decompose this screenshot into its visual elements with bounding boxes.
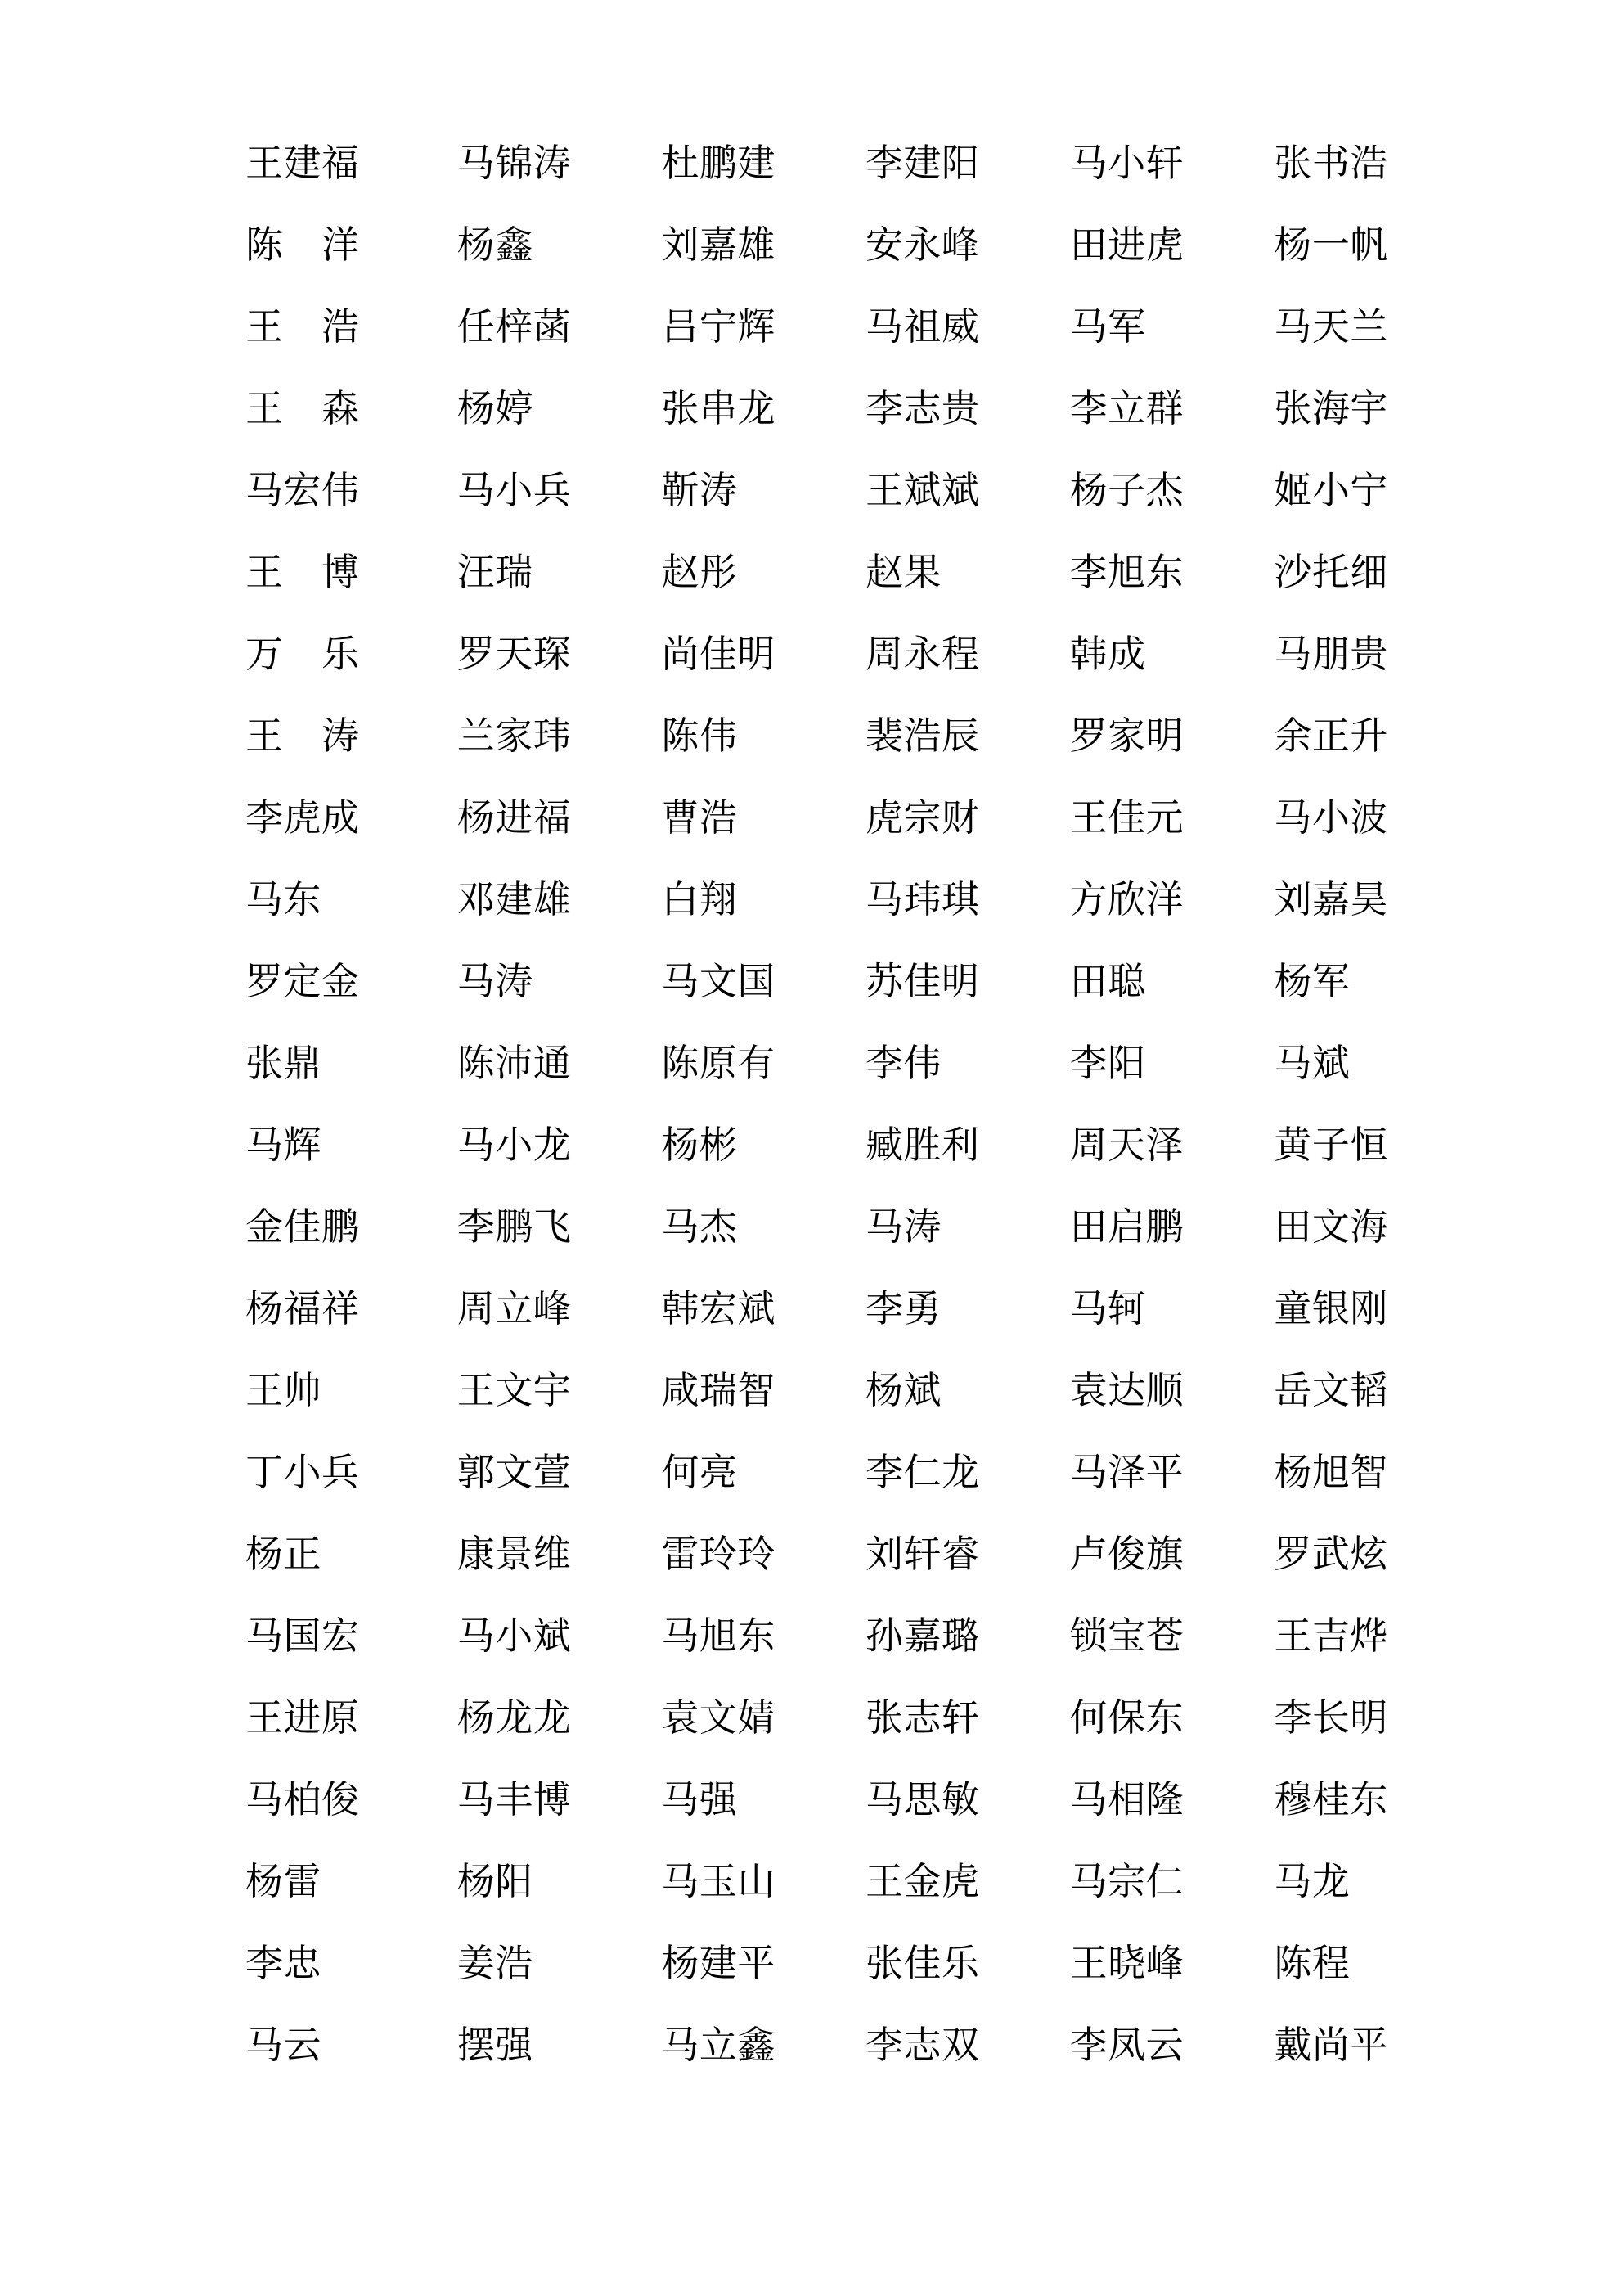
name-cell: 李凤云 [1069,2024,1185,2066]
name-cell: 韩成 [1069,633,1146,675]
name-cell: 王金虎 [865,1861,980,1902]
name-cell: 金佳鹏 [245,1206,360,1248]
name-cell: 张佳乐 [865,1943,980,1984]
name-cell: 杨正 [245,1533,321,1575]
name-cell: 王建福 [245,142,360,184]
table-row [245,368,1476,450]
name-cell: 姬小宁 [1274,470,1388,511]
name-cell: 王 涛 [245,715,360,757]
name-cell: 陈程 [1274,1943,1351,1984]
name-cell: 李虎成 [245,797,360,839]
name-cell: 王文宇 [456,1370,572,1411]
name-cell: 李志贵 [865,388,980,430]
name-cell: 吕宁辉 [661,306,776,348]
name-cell: 马辉 [245,1124,321,1166]
name-cell: 马强 [661,1779,738,1821]
name-cell: 张鼎 [245,1042,321,1084]
name-cell: 李鹏飞 [456,1206,572,1248]
name-cell: 马轲 [1069,1288,1146,1330]
name-cell: 杨福祥 [245,1288,360,1330]
name-cell: 白翔 [661,879,738,921]
name-cell: 童银刚 [1274,1288,1388,1330]
table-row [245,1923,1476,2005]
name-cell: 沙托细 [1274,551,1388,593]
name-cell: 罗家明 [1069,715,1185,757]
name-cell: 任梓菡 [456,306,572,348]
name-cell: 陈 洋 [245,224,360,266]
name-cell: 马宗仁 [1069,1861,1185,1902]
name-cell: 何保东 [1069,1697,1185,1739]
name-cell: 尚佳明 [661,633,776,675]
name-cell: 马玮琪 [865,879,980,921]
name-cell: 康景维 [456,1533,572,1575]
table-row [245,532,1476,614]
name-cell: 郭文萱 [456,1452,572,1493]
table-row [245,1432,1476,1514]
table-row [245,614,1476,696]
name-cell: 田文海 [1274,1206,1388,1248]
name-cell: 刘嘉雄 [661,224,776,266]
name-cell: 李忠 [245,1943,321,1984]
name-cell: 马小轩 [1069,142,1185,184]
name-cell: 卢俊旗 [1069,1533,1185,1575]
name-cell: 方欣洋 [1069,879,1185,921]
table-row [245,1186,1476,1268]
name-cell: 刘轩睿 [865,1533,980,1575]
name-cell: 杜鹏建 [661,142,776,184]
name-cell: 马斌 [1274,1042,1351,1084]
name-cell: 杨阳 [456,1861,533,1902]
table-row [245,1841,1476,1923]
name-cell: 马祖威 [865,306,980,348]
name-cell: 岳文韬 [1274,1370,1388,1411]
name-cell: 杨建平 [661,1943,776,1984]
name-cell: 锁宝苍 [1069,1615,1185,1657]
name-cell: 张海宇 [1274,388,1388,430]
name-cell: 王进原 [245,1697,360,1739]
name-cell: 摆强 [456,2024,533,2066]
name-cell: 李伟 [865,1042,942,1084]
name-cell: 李长明 [1274,1697,1388,1739]
name-cell: 王晓峰 [1069,1943,1185,1984]
name-cell: 王 博 [245,551,360,593]
table-row [245,696,1476,777]
name-cell: 马军 [1069,306,1146,348]
name-cell: 臧胜利 [865,1124,980,1166]
name-cell: 马朋贵 [1274,633,1388,675]
name-cell: 罗定金 [245,961,360,1002]
name-cell: 曹浩 [661,797,738,839]
name-cell: 杨鑫 [456,224,533,266]
name-cell: 穆桂东 [1274,1779,1388,1821]
name-cell: 刘嘉昊 [1274,879,1388,921]
name-cell: 何亮 [661,1452,738,1493]
table-row [245,1677,1476,1759]
name-cell: 马宏伟 [245,470,360,511]
name-cell: 杨彬 [661,1124,738,1166]
name-cell: 李阳 [1069,1042,1146,1084]
table-row [245,777,1476,859]
name-cell: 雷玲玲 [661,1533,776,1575]
table-row [245,286,1476,368]
name-cell: 周天泽 [1069,1124,1185,1166]
name-roster-body [245,123,1476,2087]
name-cell: 杨雷 [245,1861,321,1902]
table-row [245,1596,1476,1677]
name-cell: 马小龙 [456,1124,572,1166]
name-cell: 陈原有 [661,1042,776,1084]
name-cell: 李仁龙 [865,1452,980,1493]
name-cell: 裴浩辰 [865,715,980,757]
name-cell: 杨斌 [865,1370,942,1411]
name-cell: 李勇 [865,1288,942,1330]
name-cell: 张志轩 [865,1697,980,1739]
table-row [245,1105,1476,1186]
name-cell: 杨进福 [456,797,572,839]
name-cell: 咸瑞智 [661,1370,776,1411]
name-cell: 马涛 [865,1206,942,1248]
name-cell: 张书浩 [1274,142,1388,184]
name-cell: 周永程 [865,633,980,675]
name-cell: 陈伟 [661,715,738,757]
name-cell: 马文国 [661,961,776,1002]
name-cell: 丁小兵 [245,1452,360,1493]
name-cell: 王佳元 [1069,797,1185,839]
name-cell: 马天兰 [1274,306,1388,348]
table-row [245,123,1476,205]
name-cell: 马小兵 [456,470,572,511]
name-cell: 田聪 [1069,961,1146,1002]
name-cell: 王 森 [245,388,360,430]
name-cell: 田进虎 [1069,224,1185,266]
name-cell: 孙嘉璐 [865,1615,980,1657]
table-row [245,2005,1476,2087]
name-cell: 马云 [245,2024,321,2066]
name-cell: 韩宏斌 [661,1288,776,1330]
name-cell: 张串龙 [661,388,776,430]
name-cell: 王 浩 [245,306,360,348]
name-cell: 李建阳 [865,142,980,184]
name-roster-table [245,123,1476,2087]
name-cell: 马国宏 [245,1615,360,1657]
table-row [245,941,1476,1023]
table-row [245,859,1476,941]
name-cell: 赵彤 [661,551,738,593]
name-cell: 马柏俊 [245,1779,360,1821]
name-cell: 安永峰 [865,224,980,266]
name-cell: 马杰 [661,1206,738,1248]
name-cell: 苏佳明 [865,961,980,1002]
name-cell: 马龙 [1274,1861,1351,1902]
name-cell: 万 乐 [245,633,360,675]
table-row [245,1023,1476,1105]
name-cell: 靳涛 [661,470,738,511]
table-row [245,1268,1476,1350]
name-cell: 虎宗财 [865,797,980,839]
name-cell: 田启鹏 [1069,1206,1185,1248]
table-row [245,205,1476,286]
name-cell: 马丰博 [456,1779,572,1821]
name-cell: 马小斌 [456,1615,572,1657]
name-cell: 李立群 [1069,388,1185,430]
name-cell: 马小波 [1274,797,1388,839]
name-cell: 王吉烨 [1274,1615,1388,1657]
name-cell: 王斌斌 [865,470,980,511]
name-cell: 马旭东 [661,1615,776,1657]
name-cell: 邓建雄 [456,879,572,921]
name-cell: 汪瑞 [456,551,533,593]
name-cell: 马东 [245,879,321,921]
table-row [245,1759,1476,1841]
name-cell: 马泽平 [1069,1452,1185,1493]
name-cell: 杨龙龙 [456,1697,572,1739]
name-cell: 罗天琛 [456,633,572,675]
name-cell: 李志双 [865,2024,980,2066]
name-cell: 袁文婧 [661,1697,776,1739]
name-cell: 姜浩 [456,1943,533,1984]
name-cell: 余正升 [1274,715,1388,757]
name-cell: 袁达顺 [1069,1370,1185,1411]
name-cell: 周立峰 [456,1288,572,1330]
table-row [245,450,1476,532]
name-cell: 杨军 [1274,961,1351,1002]
name-cell: 马锦涛 [456,142,572,184]
name-cell: 陈沛通 [456,1042,572,1084]
name-cell: 马思敏 [865,1779,980,1821]
name-cell: 罗武炫 [1274,1533,1388,1575]
name-cell: 杨旭智 [1274,1452,1388,1493]
name-cell: 戴尚平 [1274,2024,1388,2066]
name-cell: 杨一帆 [1274,224,1388,266]
table-row [245,1514,1476,1596]
name-cell: 赵果 [865,551,942,593]
name-cell: 黄子恒 [1274,1124,1388,1166]
name-cell: 兰家玮 [456,715,572,757]
name-cell: 马相隆 [1069,1779,1185,1821]
name-cell: 马立鑫 [661,2024,776,2066]
table-row [245,1350,1476,1432]
name-cell: 杨子杰 [1069,470,1185,511]
name-cell: 马涛 [456,961,533,1002]
name-cell: 王帅 [245,1370,321,1411]
name-cell: 马玉山 [661,1861,776,1902]
name-cell: 杨婷 [456,388,533,430]
name-cell: 李旭东 [1069,551,1185,593]
